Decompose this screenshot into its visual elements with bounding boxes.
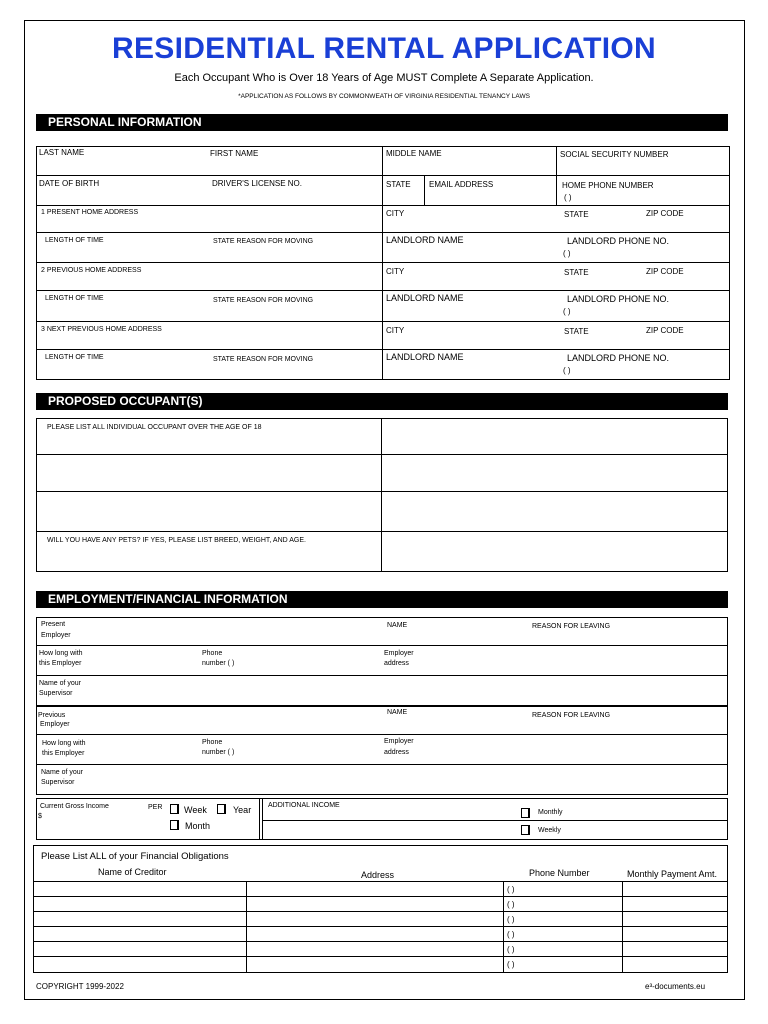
next-previous-landlord-phone-parens: ( ) bbox=[563, 366, 571, 375]
additional-income-field[interactable]: ADDITIONAL INCOME bbox=[268, 802, 340, 809]
previous-employer-address-field[interactable]: address bbox=[384, 749, 409, 756]
pets-field[interactable]: WILL YOU HAVE ANY PETS? IF YES, PLEASE LIST BREED, WEIGHT, AND AGE. bbox=[47, 537, 306, 544]
dob-field[interactable]: DATE OF BIRTH bbox=[39, 179, 100, 188]
first-name-field[interactable]: FIRST NAME bbox=[210, 149, 259, 158]
present-address-field[interactable]: 1 PRESENT HOME ADDRESS bbox=[41, 209, 139, 216]
previous-landlord-phone-field[interactable]: LANDLORD PHONE NO. bbox=[567, 294, 670, 304]
monthly-label: Monthly bbox=[538, 809, 563, 816]
license-state-field[interactable]: STATE bbox=[386, 180, 411, 189]
form-title: RESIDENTIAL RENTAL APPLICATION bbox=[111, 32, 657, 65]
present-how-long-label: How long with bbox=[39, 650, 83, 657]
col-phone-number: Phone Number bbox=[529, 868, 590, 878]
occupants-list-field[interactable]: PLEASE LIST ALL INDIVIDUAL OCCUPANT OVER THE AGE OF 18 bbox=[47, 424, 262, 431]
section-personal-heading: PERSONAL INFORMATION bbox=[36, 114, 728, 131]
previous-supervisor-field[interactable]: Supervisor bbox=[41, 779, 75, 786]
obligation-phone-1[interactable]: ( ) bbox=[507, 885, 515, 894]
month-label: Month bbox=[185, 821, 211, 831]
present-phone-field[interactable]: number ( ) bbox=[202, 660, 235, 667]
obligation-phone-6[interactable]: ( ) bbox=[507, 960, 515, 969]
present-reason-leaving-field[interactable]: REASON FOR LEAVING bbox=[532, 623, 611, 630]
next-previous-city-field[interactable]: CITY bbox=[386, 326, 405, 335]
present-phone-label: Phone bbox=[202, 650, 223, 657]
home-phone-field[interactable]: HOME PHONE NUMBER bbox=[562, 181, 654, 190]
previous-how-long-label: How long with bbox=[42, 740, 86, 747]
form-legal-note: *APPLICATION AS FOLLOWS BY COMMONWEATH OF VIRGINIA RESIDENTIAL TENANCY LAWS bbox=[238, 93, 530, 100]
previous-reason-leaving-field[interactable]: REASON FOR LEAVING bbox=[532, 712, 611, 719]
present-supervisor-field[interactable]: Supervisor bbox=[39, 690, 73, 697]
obligation-phone-5[interactable]: ( ) bbox=[507, 945, 515, 954]
occupants-box bbox=[36, 418, 728, 572]
col-monthly-payment: Monthly Payment Amt. bbox=[627, 869, 718, 879]
weekly-label: Weekly bbox=[538, 827, 561, 834]
previous-employer-box bbox=[36, 706, 728, 795]
present-length-field[interactable]: LENGTH OF TIME bbox=[45, 237, 104, 244]
month-checkbox[interactable] bbox=[170, 820, 179, 830]
gross-income-field[interactable]: Current Gross Income bbox=[40, 803, 109, 810]
previous-employer-address-label: Employer bbox=[384, 738, 414, 745]
previous-city-field[interactable]: CITY bbox=[386, 267, 405, 276]
present-supervisor-label: Name of your bbox=[39, 680, 82, 687]
previous-phone-label: Phone bbox=[202, 739, 223, 746]
obligation-phone-2[interactable]: ( ) bbox=[507, 900, 515, 909]
present-employer-address-label: Employer bbox=[384, 650, 414, 657]
previous-employer-label: Previous bbox=[38, 712, 66, 719]
next-previous-landlord-field[interactable]: LANDLORD NAME bbox=[386, 352, 464, 362]
next-previous-reason-field[interactable]: STATE REASON FOR MOVING bbox=[213, 356, 314, 363]
last-name-field[interactable]: LAST NAME bbox=[39, 148, 85, 157]
previous-state-field[interactable]: STATE bbox=[564, 268, 589, 277]
col-address: Address bbox=[361, 870, 395, 880]
section-occupants-heading: PROPOSED OCCUPANT(S) bbox=[36, 393, 728, 410]
form-subtitle: Each Occupant Who is Over 18 Years of Age MUST Complete A Separate Application. bbox=[174, 72, 594, 84]
previous-landlord-field[interactable]: LANDLORD NAME bbox=[386, 293, 464, 303]
per-label: PER bbox=[148, 804, 163, 811]
home-phone-parens: ( ) bbox=[564, 193, 572, 202]
present-landlord-phone-parens: ( ) bbox=[563, 249, 571, 258]
present-how-long-field[interactable]: this Employer bbox=[39, 660, 82, 667]
week-label: Week bbox=[184, 805, 207, 815]
present-landlord-field[interactable]: LANDLORD NAME bbox=[386, 235, 464, 245]
section-employment-heading: EMPLOYMENT/FINANCIAL INFORMATION bbox=[36, 591, 728, 608]
present-employer-box bbox=[36, 617, 728, 706]
obligations-box bbox=[33, 845, 728, 973]
previous-address-field[interactable]: 2 PREVIOUS HOME ADDRESS bbox=[41, 267, 142, 274]
previous-employer-field[interactable]: Employer bbox=[40, 721, 70, 728]
year-label: Year bbox=[233, 805, 252, 815]
previous-landlord-phone-parens: ( ) bbox=[563, 307, 571, 316]
present-employer-label: Present bbox=[41, 621, 66, 628]
gross-income-dollar: $ bbox=[38, 813, 42, 820]
next-previous-landlord-phone-field[interactable]: LANDLORD PHONE NO. bbox=[567, 353, 670, 363]
present-reason-field[interactable]: STATE REASON FOR MOVING bbox=[213, 238, 314, 245]
previous-reason-field[interactable]: STATE REASON FOR MOVING bbox=[213, 297, 314, 304]
middle-name-field[interactable]: MIDDLE NAME bbox=[386, 149, 442, 158]
obligation-phone-4[interactable]: ( ) bbox=[507, 930, 515, 939]
present-state-field[interactable]: STATE bbox=[564, 210, 589, 219]
present-employer-name-field[interactable]: NAME bbox=[387, 622, 408, 629]
next-previous-state-field[interactable]: STATE bbox=[564, 327, 589, 336]
weekly-checkbox[interactable] bbox=[521, 825, 530, 835]
col-creditor-name: Name of Creditor bbox=[98, 867, 167, 877]
next-previous-address-field[interactable]: 3 NEXT PREVIOUS HOME ADDRESS bbox=[41, 326, 162, 333]
present-landlord-phone-field[interactable]: LANDLORD PHONE NO. bbox=[567, 236, 670, 246]
license-field[interactable]: DRIVER'S LICENSE NO. bbox=[212, 179, 302, 188]
previous-how-long-field[interactable]: this Employer bbox=[42, 750, 85, 757]
previous-employer-name-field[interactable]: NAME bbox=[387, 709, 408, 716]
next-previous-length-field[interactable]: LENGTH OF TIME bbox=[45, 354, 104, 361]
next-previous-zip-field[interactable]: ZIP CODE bbox=[646, 326, 684, 335]
present-city-field[interactable]: CITY bbox=[386, 209, 405, 218]
present-employer-address-field[interactable]: address bbox=[384, 660, 409, 667]
obligation-phone-3[interactable]: ( ) bbox=[507, 915, 515, 924]
year-checkbox[interactable] bbox=[217, 804, 226, 814]
obligations-heading: Please List ALL of your Financial Obligations bbox=[41, 851, 229, 862]
previous-supervisor-label: Name of your bbox=[41, 769, 84, 776]
previous-length-field[interactable]: LENGTH OF TIME bbox=[45, 295, 104, 302]
present-zip-field[interactable]: ZIP CODE bbox=[646, 209, 684, 218]
email-field[interactable]: EMAIL ADDRESS bbox=[429, 180, 494, 189]
monthly-checkbox[interactable] bbox=[521, 808, 530, 818]
present-employer-field[interactable]: Employer bbox=[41, 632, 71, 639]
week-checkbox[interactable] bbox=[170, 804, 179, 814]
copyright: COPYRIGHT 1999-2022 bbox=[36, 982, 124, 991]
previous-phone-field[interactable]: number ( ) bbox=[202, 749, 235, 756]
ssn-field[interactable]: SOCIAL SECURITY NUMBER bbox=[560, 150, 669, 159]
income-box bbox=[36, 798, 728, 840]
brand-logo: e³-documents.eu bbox=[645, 982, 706, 991]
previous-zip-field[interactable]: ZIP CODE bbox=[646, 267, 684, 276]
